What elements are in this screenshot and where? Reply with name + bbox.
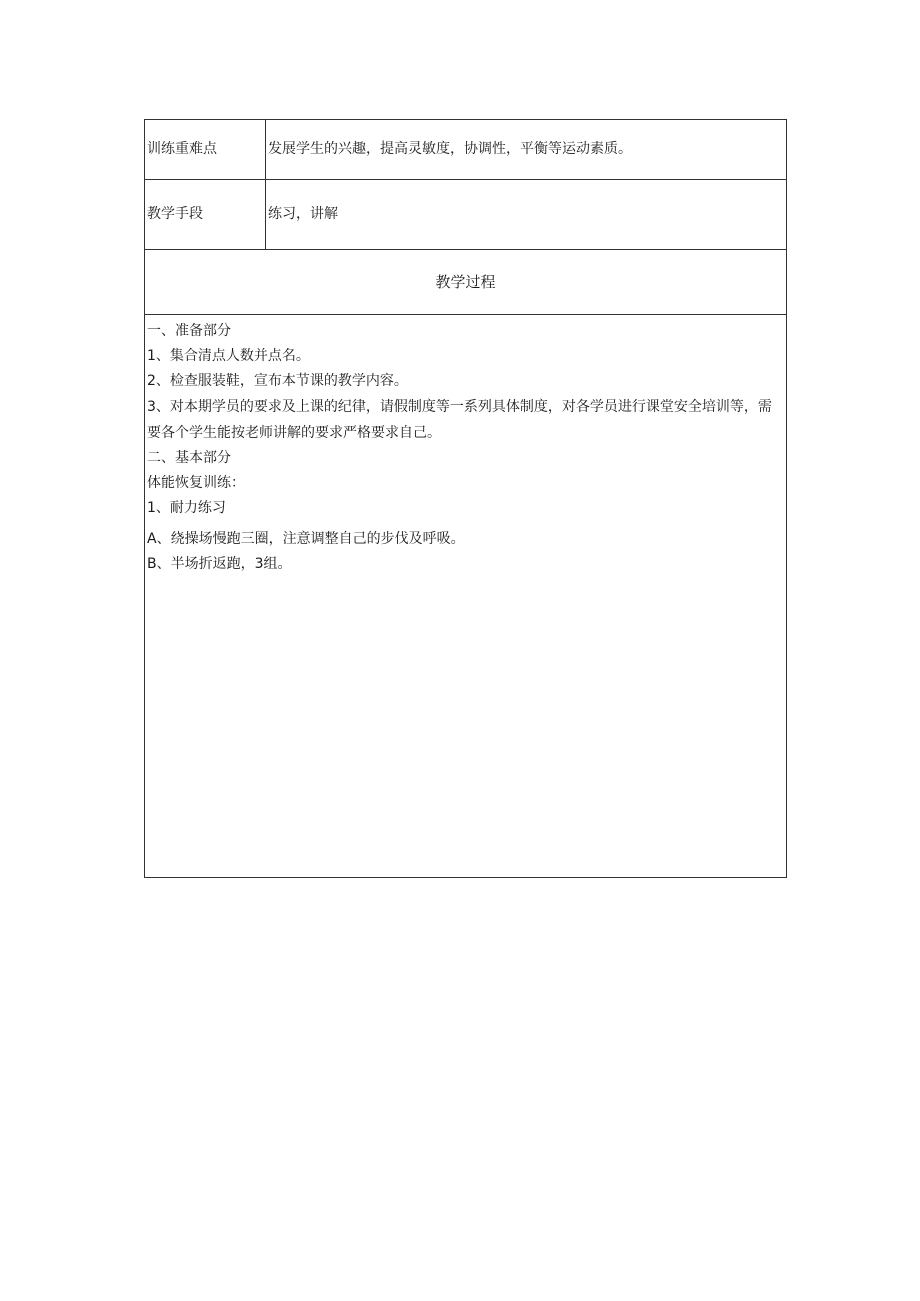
focus-value: 发展学生的兴趣，提高灵敏度，协调性，平衡等运动素质。 [266,120,787,180]
process-line-section-basic: 二、基本部分 [147,450,231,466]
process-line-check-attire: 2、检查服装鞋，宣布本节课的教学内容。 [147,373,408,389]
process-line-roll-call: 1、集合清点人数并点名。 [147,348,310,364]
process-line-fitness: 体能恢复训练： [147,475,245,491]
table-row-process-body [145,315,787,878]
process-line-section-prep: 一、准备部分 [147,323,231,339]
table-row-process-title [145,250,787,315]
process-content [145,315,787,878]
process-line-shuttle-run: B、半场折返跑，3组。 [147,556,292,572]
process-title: 教学过程 [145,250,787,315]
process-line-rules: 3、对本期学员的要求及上课的纪律，请假制度等一系列具体制度，对各学员进行课堂安全培训等，需要各个学生能按老师讲解的要求严格要求自己。 [147,399,772,441]
method-value: 练习，讲解 [266,180,787,250]
method-label: 教学手段 [145,180,266,250]
table-row-method [145,180,787,250]
lesson-plan-table [144,119,787,878]
process-line-endurance: 1、耐力练习 [147,500,226,516]
table-row-focus [145,120,787,180]
focus-label: 训练重难点 [145,120,266,180]
process-line-jog: A、绕操场慢跑三圈，注意调整自己的步伐及呼吸。 [147,531,465,547]
